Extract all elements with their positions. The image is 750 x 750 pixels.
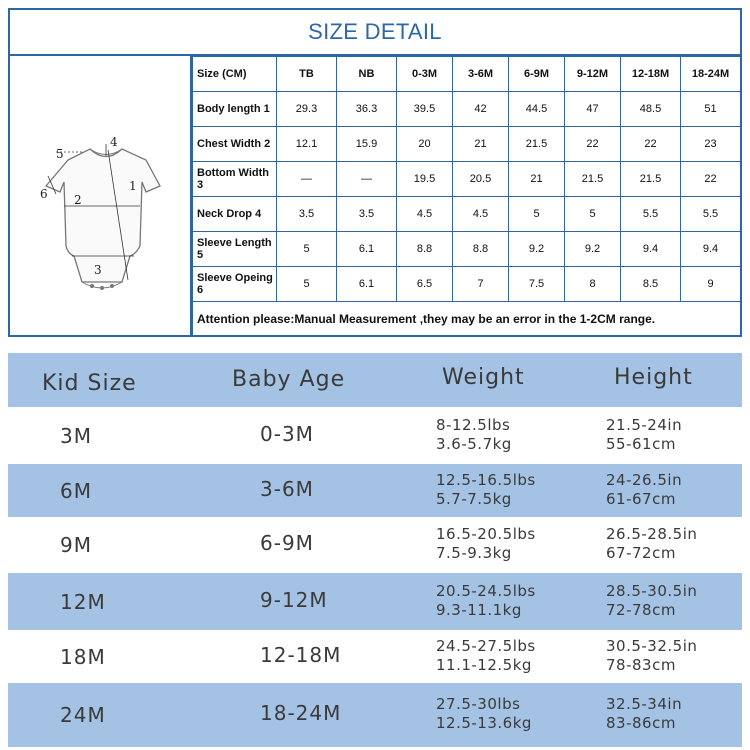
column-header: 6-9M (509, 57, 565, 92)
measurement-cell: 21 (509, 162, 565, 197)
diagram-label-6: 6 (40, 187, 48, 201)
height-cm-value: 67-72cm (606, 544, 676, 562)
baby-age-value: 9-12M (260, 588, 328, 612)
measurement-cell: 22 (565, 127, 621, 162)
weight-kg-value: 9.3-11.1kg (436, 601, 522, 619)
baby-age-value: 18-24M (260, 701, 342, 725)
row-label: Neck Drop 4 (193, 197, 277, 232)
measurement-row (193, 197, 741, 232)
height-cm-value: 78-83cm (606, 656, 676, 674)
size-row (8, 630, 742, 683)
measurement-row (193, 92, 741, 127)
measurement-row (193, 127, 741, 162)
kid-size-value: 18M (60, 645, 106, 669)
height-cm-value: 83-86cm (606, 714, 676, 732)
measurement-cell: 20.5 (453, 162, 509, 197)
diagram-label-4: 4 (110, 135, 118, 149)
column-header: 18-24M (681, 57, 741, 92)
kid-size-value: 9M (60, 533, 92, 557)
height-cm-value: 72-78cm (606, 601, 676, 619)
measurement-cell: 5 (509, 197, 565, 232)
measurement-cell: 9 (681, 267, 741, 302)
measurement-cell: 5 (277, 232, 337, 267)
column-header: 0-3M (397, 57, 453, 92)
measurement-cell: 22 (681, 162, 741, 197)
height-in-value: 24-26.5in (606, 471, 683, 489)
attention-note: Attention please:Manual Measurement ,they may be an error in the 1-2CM range. (193, 302, 741, 337)
diagram-label-2: 2 (74, 193, 82, 207)
measurement-cell: 3.5 (277, 197, 337, 232)
measurement-cell: 8.5 (621, 267, 681, 302)
measurement-cell: 8.8 (397, 232, 453, 267)
measurement-cell: 22 (621, 127, 681, 162)
measurement-cell: 6.1 (337, 267, 397, 302)
height-in-value: 21.5-24in (606, 416, 683, 434)
weight-lbs-value: 16.5-20.5lbs (436, 525, 536, 543)
height-in-value: 32.5-34in (606, 695, 683, 713)
weight-kg-value: 5.7-7.5kg (436, 490, 512, 508)
column-header: Size (CM) (193, 57, 277, 92)
size-row (8, 517, 742, 573)
row-label: Chest Width 2 (193, 127, 277, 162)
measurement-cell: 4.5 (453, 197, 509, 232)
measurement-cell: 19.5 (397, 162, 453, 197)
size-chart-card (8, 353, 742, 747)
bodysuit-diagram-cell (10, 56, 192, 337)
diagram-label-5: 5 (56, 147, 64, 161)
measurement-cell: 42 (453, 92, 509, 127)
measurement-cell: 6.5 (397, 267, 453, 302)
baby-age-value: 0-3M (260, 422, 314, 446)
measurement-cell: 15.9 (337, 127, 397, 162)
height-in-value: 26.5-28.5in (606, 525, 698, 543)
column-header: 3-6M (453, 57, 509, 92)
measurement-cell: — (337, 162, 397, 197)
measurement-cell: 47 (565, 92, 621, 127)
measurement-cell: 4.5 (397, 197, 453, 232)
bodysuit-outline (46, 149, 160, 282)
diagram-label-3: 3 (94, 263, 102, 277)
row-label: Sleeve Length 5 (193, 232, 277, 267)
measurement-cell: 36.3 (337, 92, 397, 127)
baby-age-value: 12-18M (260, 643, 342, 667)
bodysuit-diagram (10, 56, 190, 337)
measurement-cell: 8.8 (453, 232, 509, 267)
measurement-cell: 21.5 (621, 162, 681, 197)
measurement-cell: 51 (681, 92, 741, 127)
measurement-cell: 44.5 (509, 92, 565, 127)
header-baby-age: Baby Age (232, 367, 346, 392)
measurement-cell: 23 (681, 127, 741, 162)
weight-lbs-value: 8-12.5lbs (436, 416, 511, 434)
measurement-cell: 21 (453, 127, 509, 162)
measurement-header-row (193, 57, 741, 92)
row-label: Bottom Width 3 (193, 162, 277, 197)
measurement-cell: 21.5 (509, 127, 565, 162)
size-row (8, 464, 742, 517)
height-cm-value: 55-61cm (606, 435, 676, 453)
measurement-cell: 5.5 (681, 197, 741, 232)
weight-lbs-value: 24.5-27.5lbs (436, 637, 536, 655)
measurement-cell: 5.5 (621, 197, 681, 232)
title-bar (10, 10, 740, 56)
measurement-cell: 5 (565, 197, 621, 232)
size-row (8, 407, 742, 464)
header-weight: Weight (442, 365, 525, 390)
weight-lbs-value: 27.5-30lbs (436, 695, 521, 713)
row-label: Body length 1 (193, 92, 277, 127)
column-header: 12-18M (621, 57, 681, 92)
height-in-value: 30.5-32.5in (606, 637, 698, 655)
baby-age-value: 6-9M (260, 531, 314, 555)
column-header: 9-12M (565, 57, 621, 92)
measurement-cell: 20 (397, 127, 453, 162)
page-title: SIZE DETAIL (308, 19, 442, 44)
weight-kg-value: 7.5-9.3kg (436, 544, 512, 562)
measurement-cell: 6.1 (337, 232, 397, 267)
measurement-cell: 39.5 (397, 92, 453, 127)
kid-size-value: 3M (60, 424, 92, 448)
measurement-cell: 48.5 (621, 92, 681, 127)
weight-lbs-value: 12.5-16.5lbs (436, 471, 536, 489)
column-header: NB (337, 57, 397, 92)
measurement-cell: 7 (453, 267, 509, 302)
kid-size-value: 12M (60, 590, 106, 614)
note-row (193, 302, 741, 337)
baby-age-value: 3-6M (260, 477, 314, 501)
kid-size-value: 6M (60, 479, 92, 503)
height-cm-value: 61-67cm (606, 490, 676, 508)
measurement-cell: — (277, 162, 337, 197)
measurement-row (193, 232, 741, 267)
column-header: TB (277, 57, 337, 92)
measurement-cell: 8 (565, 267, 621, 302)
size-detail-card (8, 8, 742, 337)
measurement-cell: 9.2 (565, 232, 621, 267)
header-height: Height (614, 365, 693, 390)
measurement-row (193, 162, 741, 197)
measurement-cell: 7.5 (509, 267, 565, 302)
size-row (8, 573, 742, 630)
weight-kg-value: 3.6-5.7kg (436, 435, 512, 453)
measurement-cell: 3.5 (337, 197, 397, 232)
measurement-cell: 9.4 (681, 232, 741, 267)
size-chart-header (8, 353, 742, 407)
measurement-cell: 9.2 (509, 232, 565, 267)
size-row (8, 683, 742, 747)
measurement-cell: 9.4 (621, 232, 681, 267)
measurement-cell: 21.5 (565, 162, 621, 197)
weight-kg-value: 12.5-13.6kg (436, 714, 532, 732)
header-kid-size: Kid Size (42, 371, 137, 396)
weight-lbs-value: 20.5-24.5lbs (436, 582, 536, 600)
diagram-label-1: 1 (129, 179, 137, 193)
kid-size-value: 24M (60, 703, 106, 727)
measurement-cell: 12.1 (277, 127, 337, 162)
height-in-value: 28.5-30.5in (606, 582, 698, 600)
weight-kg-value: 11.1-12.5kg (436, 656, 532, 674)
measurement-cell: 5 (277, 267, 337, 302)
measurement-cell: 29.3 (277, 92, 337, 127)
row-label: Sleeve Opeing 6 (193, 267, 277, 302)
measurement-row (193, 267, 741, 302)
measurement-table (192, 56, 741, 337)
